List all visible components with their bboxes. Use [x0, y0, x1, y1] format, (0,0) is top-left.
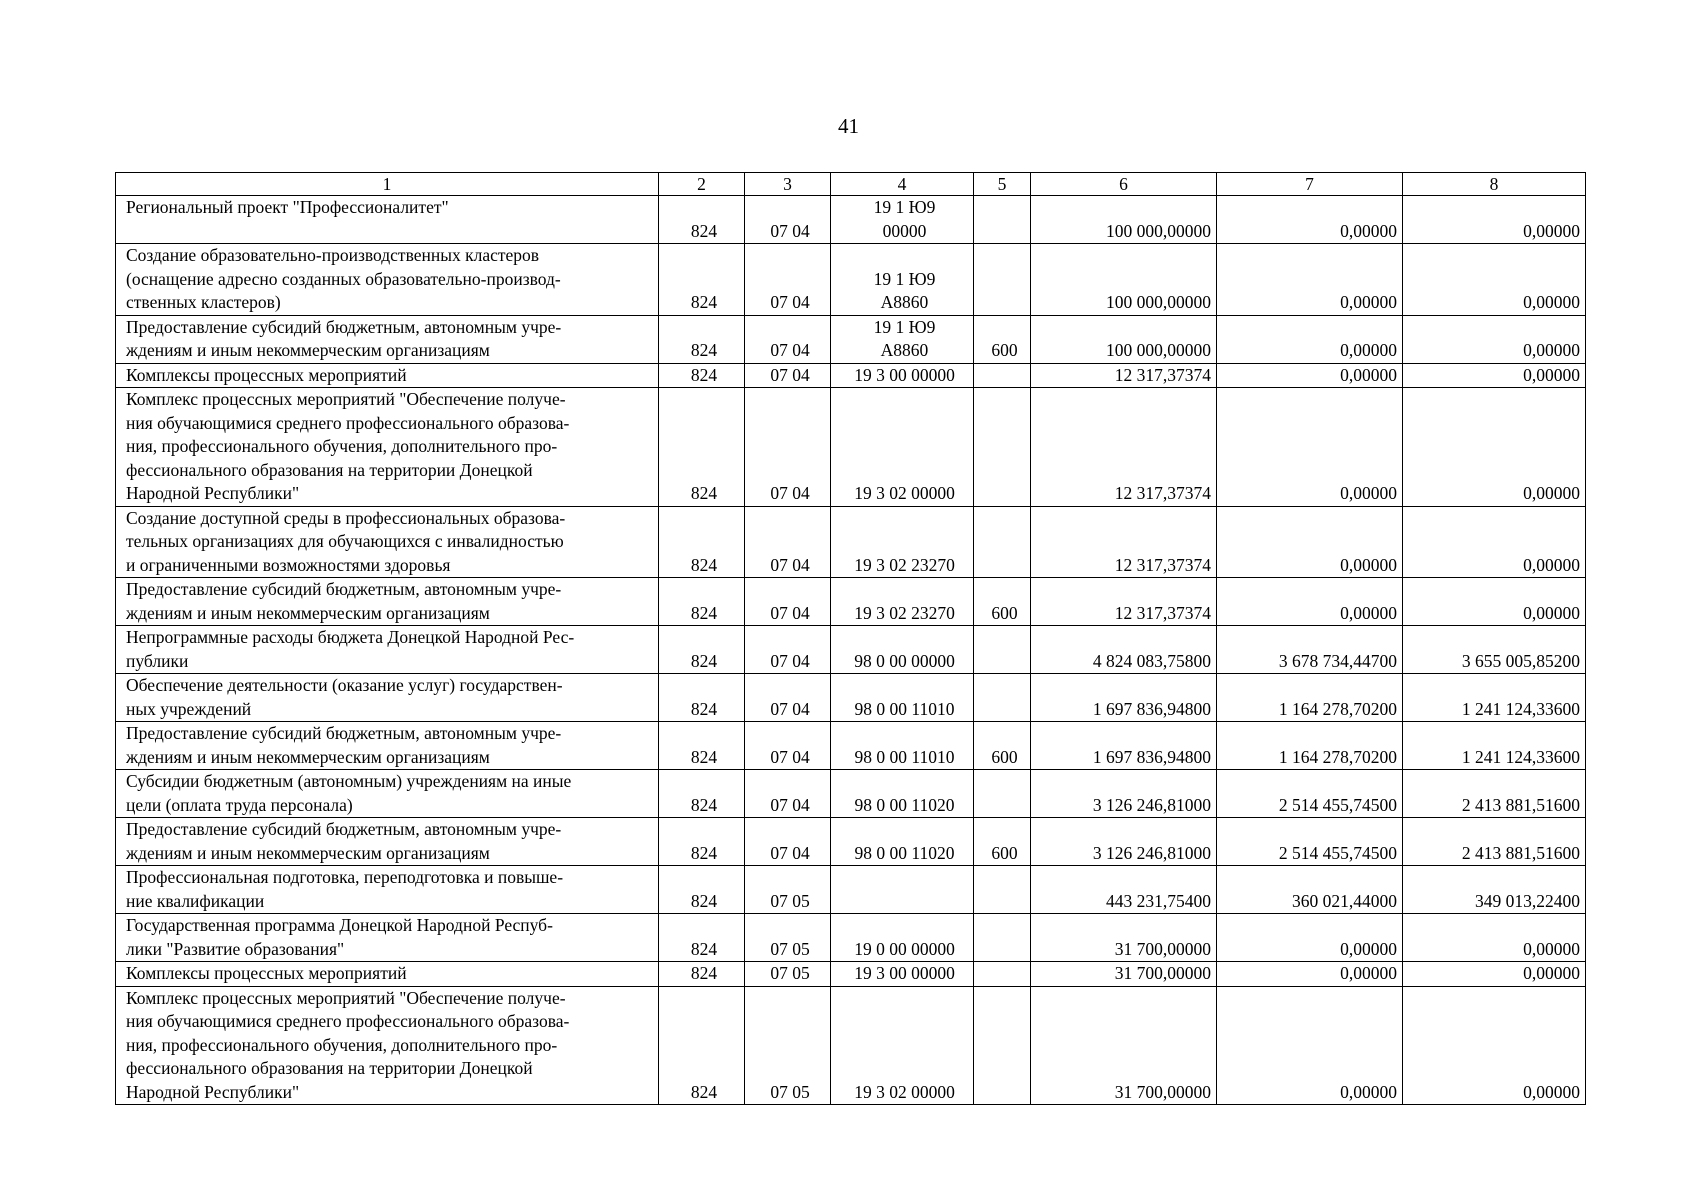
- amount-year3-cell: 0,00000: [1403, 196, 1586, 244]
- amount-year3-cell: 0,00000: [1403, 244, 1586, 316]
- amount-year1-cell: 12 317,37374: [1031, 578, 1217, 626]
- section-code-cell: 07 04: [745, 722, 831, 770]
- section-code-cell: 07 05: [745, 986, 831, 1105]
- target-article-cell-line: 19 3 02 00000: [854, 483, 955, 503]
- expense-name-cell-line: Предоставление субсидий бюджетным, автономным учре-: [126, 579, 562, 599]
- expense-name-cell: [116, 962, 659, 987]
- expense-name-cell-line: Обеспечение деятельности (оказание услуг) государствен-: [126, 675, 563, 695]
- expense-name-cell-line: лики "Развитие образования": [126, 938, 345, 959]
- ministry-code-cell: 824: [659, 674, 745, 722]
- expense-name-cell: [116, 722, 659, 770]
- page-number: 41: [838, 114, 859, 138]
- expense-type-cell: [974, 626, 1031, 674]
- target-article-cell-line: 19 3 00 00000: [854, 364, 955, 385]
- expense-name-cell-line: Комплекс процессных мероприятий "Обеспечение получе-: [126, 987, 566, 1008]
- column-header: 5: [974, 173, 1031, 196]
- amount-year2-cell: 360 021,44000: [1217, 866, 1403, 914]
- section-code-cell: 07 04: [745, 674, 831, 722]
- ministry-code-cell: 824: [659, 818, 745, 866]
- ministry-code-cell: 824: [659, 244, 745, 316]
- amount-year1-cell: 31 700,00000: [1031, 914, 1217, 962]
- expense-name-cell-line: фессионального образования на территории Донецкой: [126, 1058, 533, 1078]
- expense-name-cell-line: Создание образовательно-производственных кластеров: [126, 245, 540, 265]
- expense-name-cell-line: и ограниченными возможностями здоровья: [126, 554, 451, 575]
- target-article-cell: [831, 818, 974, 866]
- amount-year2-cell: 0,00000: [1217, 244, 1403, 316]
- target-article-cell: [831, 986, 974, 1105]
- amount-year2-cell: 2 514 455,74500: [1217, 770, 1403, 818]
- table-row: [116, 722, 1586, 770]
- amount-year3-cell: 0,00000: [1403, 363, 1586, 388]
- expense-name-cell-line: ния обучающимися среднего профессионального образова-: [126, 412, 570, 433]
- amount-year1-cell: 12 317,37374: [1031, 506, 1217, 578]
- amount-year2-cell: 1 164 278,70200: [1217, 674, 1403, 722]
- expense-type-cell: 600: [974, 818, 1031, 866]
- column-header: 3: [745, 173, 831, 196]
- amount-year1-cell: 31 700,00000: [1031, 986, 1217, 1105]
- section-code-cell: 07 04: [745, 770, 831, 818]
- target-article-cell: [831, 196, 974, 244]
- amount-year2-cell: 0,00000: [1217, 196, 1403, 244]
- amount-year2-cell: 0,00000: [1217, 986, 1403, 1105]
- target-article-cell: [831, 866, 974, 914]
- ministry-code-cell: 824: [659, 363, 745, 388]
- amount-year3-cell: 2 413 881,51600: [1403, 770, 1586, 818]
- amount-year3-cell: 349 013,22400: [1403, 866, 1586, 914]
- target-article-cell-line: 19 3 00 00000: [854, 963, 955, 983]
- section-code-cell: 07 04: [745, 315, 831, 363]
- amount-year1-cell: 1 697 836,94800: [1031, 674, 1217, 722]
- target-article-cell-line: 98 0 00 11020: [854, 842, 955, 863]
- target-article-cell-line: 98 0 00 11010: [854, 746, 955, 767]
- expense-name-cell-line: Комплексы процессных мероприятий: [126, 963, 407, 983]
- amount-year1-cell: 1 697 836,94800: [1031, 722, 1217, 770]
- expense-name-cell-line: (оснащение адресно созданных образовательно-производ-: [126, 268, 561, 289]
- expense-name-cell-line: Комплекс процессных мероприятий "Обеспечение получе-: [126, 389, 566, 409]
- target-article-cell: [831, 388, 974, 507]
- section-code-cell: 07 04: [745, 363, 831, 388]
- expense-name-cell-line: ждениям и иным некоммерческим организациям: [126, 746, 490, 767]
- expense-name-cell-line: Народной Республики": [126, 483, 300, 503]
- target-article-cell: [831, 363, 974, 388]
- table-row: [116, 578, 1586, 626]
- expense-name-cell-line: Народной Республики": [126, 1081, 300, 1102]
- expense-name-cell: [116, 196, 659, 244]
- target-article-cell-line: 19 3 02 23270: [854, 602, 955, 623]
- column-header: 1: [116, 173, 659, 196]
- expense-type-cell: [974, 866, 1031, 914]
- expense-type-cell: [974, 363, 1031, 388]
- target-article-cell-line: А8860: [880, 340, 929, 360]
- expense-name-cell: [116, 388, 659, 507]
- budget-table: [115, 172, 1586, 1105]
- section-code-cell: 07 04: [745, 196, 831, 244]
- amount-year1-cell: 443 231,75400: [1031, 866, 1217, 914]
- target-article-cell: [831, 722, 974, 770]
- column-number-header-row: [116, 173, 1586, 196]
- target-article-cell-line: 19 1 Ю9: [873, 268, 936, 289]
- ministry-code-cell: 824: [659, 196, 745, 244]
- amount-year2-cell: 0,00000: [1217, 506, 1403, 578]
- section-code-cell: 07 05: [745, 962, 831, 987]
- expense-type-cell: [974, 196, 1031, 244]
- expense-name-cell: [116, 818, 659, 866]
- ministry-code-cell: 824: [659, 626, 745, 674]
- amount-year2-cell: 0,00000: [1217, 388, 1403, 507]
- expense-name-cell-line: ждениям и иным некоммерческим организациям: [126, 340, 490, 360]
- table-row: [116, 914, 1586, 962]
- target-article-cell: [831, 914, 974, 962]
- amount-year3-cell: 0,00000: [1403, 914, 1586, 962]
- target-article-cell-line: 98 0 00 00000: [854, 650, 955, 671]
- expense-name-cell-line: ждениям и иным некоммерческим организациям: [126, 842, 490, 863]
- expense-name-cell-line: Региональный проект "Профессионалитет": [126, 197, 449, 217]
- expense-type-cell: [974, 244, 1031, 316]
- section-code-cell: 07 05: [745, 866, 831, 914]
- column-header: 2: [659, 173, 745, 196]
- ministry-code-cell: 824: [659, 962, 745, 987]
- ministry-code-cell: 824: [659, 722, 745, 770]
- table-row: [116, 674, 1586, 722]
- expense-name-cell-line: ния обучающимися среднего профессионального образова-: [126, 1011, 570, 1031]
- ministry-code-cell: 824: [659, 914, 745, 962]
- expense-name-cell-line: ственных кластеров): [126, 292, 281, 312]
- amount-year2-cell: 0,00000: [1217, 914, 1403, 962]
- amount-year3-cell: 0,00000: [1403, 578, 1586, 626]
- target-article-cell-line: 00000: [882, 220, 927, 241]
- table-row: [116, 818, 1586, 866]
- target-article-cell-line: 19 3 02 23270: [854, 554, 955, 575]
- table-row: [116, 363, 1586, 388]
- expense-name-cell-line: тельных организациях для обучающихся с инвалидностью: [126, 531, 564, 551]
- expense-name-cell: [116, 914, 659, 962]
- expense-name-cell-line: Создание доступной среды в профессиональных образова-: [126, 507, 566, 528]
- expense-type-cell: [974, 962, 1031, 987]
- expense-name-cell-line: ние квалификации: [126, 890, 265, 911]
- table-body: [116, 196, 1586, 1105]
- amount-year1-cell: 12 317,37374: [1031, 363, 1217, 388]
- expense-name-cell-line: ных учреждений: [126, 698, 252, 719]
- expense-name-cell: [116, 244, 659, 316]
- expense-type-cell: [974, 986, 1031, 1105]
- amount-year3-cell: 0,00000: [1403, 962, 1586, 987]
- ministry-code-cell: 824: [659, 770, 745, 818]
- amount-year3-cell: 1 241 124,33600: [1403, 674, 1586, 722]
- amount-year2-cell: 0,00000: [1217, 315, 1403, 363]
- expense-name-cell: [116, 506, 659, 578]
- expense-type-cell: [974, 388, 1031, 507]
- column-header: 7: [1217, 173, 1403, 196]
- table-row: [116, 388, 1586, 507]
- table-row: [116, 244, 1586, 316]
- amount-year1-cell: 100 000,00000: [1031, 315, 1217, 363]
- expense-name-cell: [116, 770, 659, 818]
- amount-year1-cell: 31 700,00000: [1031, 962, 1217, 987]
- table-row: [116, 866, 1586, 914]
- column-header: 6: [1031, 173, 1217, 196]
- table-row: [116, 986, 1586, 1105]
- expense-name-cell-line: Государственная программа Донецкой Народной Респуб-: [126, 915, 553, 935]
- amount-year1-cell: 12 317,37374: [1031, 388, 1217, 507]
- expense-name-cell-line: [126, 220, 653, 244]
- amount-year1-cell: 3 126 246,81000: [1031, 770, 1217, 818]
- amount-year1-cell: 100 000,00000: [1031, 244, 1217, 316]
- table-row: [116, 506, 1586, 578]
- amount-year3-cell: 0,00000: [1403, 388, 1586, 507]
- ministry-code-cell: 824: [659, 986, 745, 1105]
- target-article-cell: [831, 244, 974, 316]
- section-code-cell: 07 04: [745, 818, 831, 866]
- expense-name-cell: [116, 578, 659, 626]
- amount-year2-cell: 0,00000: [1217, 962, 1403, 987]
- ministry-code-cell: 824: [659, 506, 745, 578]
- target-article-cell: [831, 674, 974, 722]
- target-article-cell: [831, 962, 974, 987]
- section-code-cell: 07 05: [745, 914, 831, 962]
- expense-name-cell-line: ждениям и иным некоммерческим организациям: [126, 602, 490, 623]
- target-article-cell-line: [841, 890, 968, 914]
- amount-year3-cell: 0,00000: [1403, 315, 1586, 363]
- amount-year2-cell: 0,00000: [1217, 363, 1403, 388]
- target-article-cell: [831, 626, 974, 674]
- expense-name-cell: [116, 674, 659, 722]
- expense-name-cell-line: цели (оплата труда персонала): [126, 794, 353, 815]
- expense-name-cell-line: Субсидии бюджетным (автономным) учреждениям на иные: [126, 771, 572, 791]
- table-row: [116, 626, 1586, 674]
- expense-name-cell: [116, 986, 659, 1105]
- column-header: 4: [831, 173, 974, 196]
- expense-name-cell-line: ния, профессионального обучения, дополнительного про-: [126, 436, 558, 456]
- amount-year2-cell: 3 678 734,44700: [1217, 626, 1403, 674]
- target-article-cell-line: 98 0 00 11020: [854, 794, 955, 815]
- amount-year3-cell: 0,00000: [1403, 986, 1586, 1105]
- expense-name-cell-line: Предоставление субсидий бюджетным, автономным учре-: [126, 316, 562, 337]
- amount-year2-cell: 0,00000: [1217, 578, 1403, 626]
- section-code-cell: 07 04: [745, 578, 831, 626]
- target-article-cell-line: 19 1 Ю9: [873, 316, 936, 337]
- expense-name-cell: [116, 626, 659, 674]
- amount-year1-cell: 4 824 083,75800: [1031, 626, 1217, 674]
- expense-name-cell-line: фессионального образования на территории Донецкой: [126, 459, 533, 480]
- expense-type-cell: [974, 914, 1031, 962]
- target-article-cell-line: 19 3 02 00000: [854, 1081, 955, 1102]
- amount-year2-cell: 2 514 455,74500: [1217, 818, 1403, 866]
- expense-name-cell: [116, 363, 659, 388]
- target-article-cell: [831, 770, 974, 818]
- expense-name-cell-line: ния, профессионального обучения, дополнительного про-: [126, 1034, 558, 1055]
- expense-type-cell: 600: [974, 578, 1031, 626]
- expense-name-cell-line: Непрограммные расходы бюджета Донецкой Народной Рес-: [126, 627, 575, 647]
- target-article-cell-line: А8860: [880, 292, 929, 312]
- expense-type-cell: 600: [974, 315, 1031, 363]
- expense-type-cell: [974, 770, 1031, 818]
- target-article-cell: [831, 315, 974, 363]
- section-code-cell: 07 04: [745, 388, 831, 507]
- expense-name-cell-line: Профессиональная подготовка, переподготовка и повыше-: [126, 867, 564, 887]
- expense-name-cell: [116, 315, 659, 363]
- expense-name-cell-line: Комплексы процессных мероприятий: [126, 364, 407, 385]
- expense-type-cell: [974, 674, 1031, 722]
- amount-year1-cell: 100 000,00000: [1031, 196, 1217, 244]
- expense-name-cell: [116, 866, 659, 914]
- table-row: [116, 315, 1586, 363]
- amount-year3-cell: 0,00000: [1403, 506, 1586, 578]
- amount-year1-cell: 3 126 246,81000: [1031, 818, 1217, 866]
- expense-name-cell-line: Предоставление субсидий бюджетным, автономным учре-: [126, 819, 562, 839]
- ministry-code-cell: 824: [659, 388, 745, 507]
- column-header: 8: [1403, 173, 1586, 196]
- target-article-cell-line: 98 0 00 11010: [854, 698, 955, 719]
- target-article-cell: [831, 506, 974, 578]
- amount-year3-cell: 1 241 124,33600: [1403, 722, 1586, 770]
- table-row: [116, 196, 1586, 244]
- ministry-code-cell: 824: [659, 578, 745, 626]
- expense-type-cell: [974, 506, 1031, 578]
- expense-name-cell-line: публики: [126, 650, 189, 671]
- expense-type-cell: 600: [974, 722, 1031, 770]
- expense-name-cell-line: Предоставление субсидий бюджетным, автономным учре-: [126, 723, 562, 743]
- target-article-cell-line: 19 0 00 00000: [854, 938, 955, 959]
- amount-year2-cell: 1 164 278,70200: [1217, 722, 1403, 770]
- target-article-cell-line: 19 1 Ю9: [873, 197, 936, 217]
- section-code-cell: 07 04: [745, 626, 831, 674]
- amount-year3-cell: 3 655 005,85200: [1403, 626, 1586, 674]
- table-row: [116, 962, 1586, 987]
- ministry-code-cell: 824: [659, 315, 745, 363]
- section-code-cell: 07 04: [745, 506, 831, 578]
- amount-year3-cell: 2 413 881,51600: [1403, 818, 1586, 866]
- table-row: [116, 770, 1586, 818]
- target-article-cell: [831, 578, 974, 626]
- section-code-cell: 07 04: [745, 244, 831, 316]
- ministry-code-cell: 824: [659, 866, 745, 914]
